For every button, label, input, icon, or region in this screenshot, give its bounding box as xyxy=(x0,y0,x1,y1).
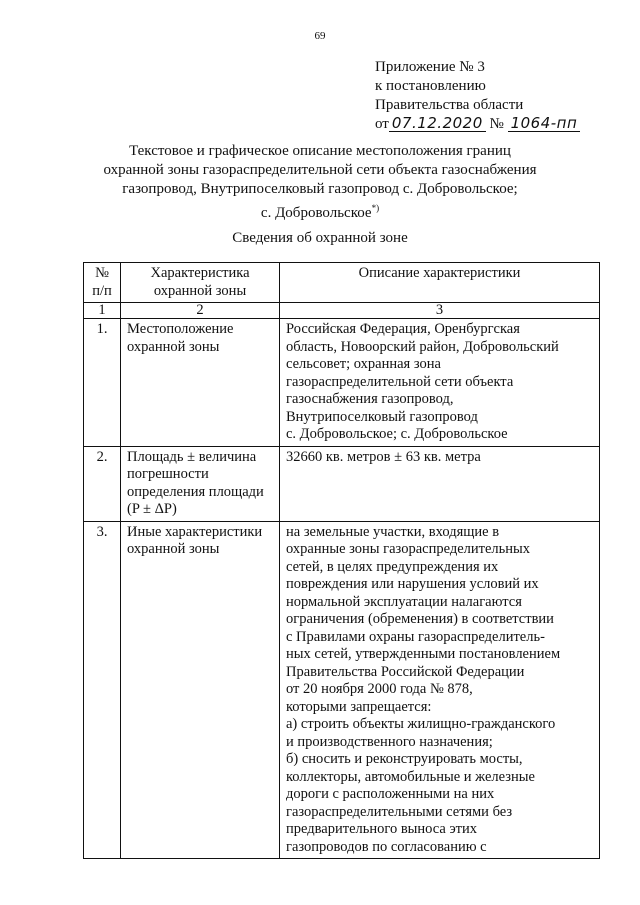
desc-line: ных сетей, утвержденными постановлением xyxy=(286,646,561,662)
desc-line: ограничения (обременения) в соответствии xyxy=(286,611,554,627)
desc-line: газоснабжения газопровод, xyxy=(286,391,454,407)
section-subtitle: Сведения об охранной зоне xyxy=(232,230,408,246)
appendix-line-1: Приложение № 3 xyxy=(375,59,485,75)
desc-line: газораспределительной сети объекта xyxy=(286,373,514,390)
header-char-line-2: охранной зоны xyxy=(153,282,247,299)
handwritten-number: 1064-пп xyxy=(508,116,581,132)
desc-line: от 20 ноября 2000 года № 878, xyxy=(286,681,473,697)
document-title xyxy=(0,142,640,223)
row-characteristic xyxy=(121,319,280,447)
desc-line: с. Добровольское; с. Добровольское xyxy=(286,426,508,442)
header-desc-text: Описание характеристики xyxy=(358,265,521,281)
char-line: определения площади xyxy=(127,483,264,500)
char-line: погрешности xyxy=(127,466,209,482)
appendix-line-3: Правительства области xyxy=(375,97,524,113)
appendix-date-line xyxy=(375,115,580,134)
row-description xyxy=(280,521,600,859)
desc-line: сетей, в целях предупреждения их xyxy=(286,558,499,575)
desc-line: нормальной эксплуатации налагаются xyxy=(286,593,522,610)
number-prefix: № xyxy=(489,116,504,132)
desc-line: которыми запрещается: xyxy=(286,698,432,715)
title-line-4 xyxy=(0,199,640,223)
desc-line: Правительства Российской Федерации xyxy=(286,663,525,680)
row-description xyxy=(280,446,600,521)
desc-line: предварительного выноса этих xyxy=(286,821,478,837)
row-number: 1. xyxy=(84,319,121,447)
desc-line: 32660 кв. метров ± 63 кв. метра xyxy=(286,448,481,465)
header-num-line-2: п/п xyxy=(92,282,112,299)
char-line: Местоположение xyxy=(127,321,234,337)
date-prefix: от xyxy=(375,116,389,132)
appendix-block xyxy=(375,58,580,134)
desc-line: область, Новоорский район, Добровольский xyxy=(286,338,559,355)
row-characteristic xyxy=(121,446,280,521)
desc-line: Российская Федерация, Оренбургская xyxy=(286,321,520,337)
title-line-4-text: с. Добровольское xyxy=(260,205,372,221)
table-row xyxy=(84,521,600,859)
char-line: (P ± ΔP) xyxy=(127,501,177,517)
index-cell-3: 3 xyxy=(280,303,600,319)
desc-line: дороги с расположенными на них xyxy=(286,786,495,802)
header-description xyxy=(280,263,600,303)
title-line-3: газопровод, Внутрипоселковый газопровод с. Добровольское; xyxy=(122,181,518,197)
desc-line: а) строить объекты жилищно-гражданского xyxy=(286,716,556,732)
row-characteristic xyxy=(121,521,280,859)
title-line-1: Текстовое и графическое описание местоположения границ xyxy=(129,143,511,159)
desc-line: повреждения или нарушения условий их xyxy=(286,576,539,592)
desc-line: на земельные участки, входящие в xyxy=(286,523,500,540)
char-line: Площадь ± величина xyxy=(127,448,257,465)
desc-line: и производственного назначения; xyxy=(286,733,493,750)
page-number: 69 xyxy=(314,30,326,42)
char-line: охранной зоны xyxy=(127,338,220,355)
header-num xyxy=(84,263,121,303)
index-cell-2: 2 xyxy=(121,303,280,319)
footnote-mark: *) xyxy=(371,203,380,213)
row-number: 3. xyxy=(84,521,121,859)
row-description xyxy=(280,319,600,447)
desc-line: сельсовет; охранная зона xyxy=(286,356,441,372)
title-line-2: охранной зоны газораспределительной сети объекта газоснабжения xyxy=(103,162,537,178)
protection-zone-table xyxy=(83,262,600,859)
desc-line: б) сносить и реконструировать мосты, xyxy=(286,751,523,767)
index-row xyxy=(84,303,600,319)
char-line: Иные характеристики xyxy=(127,523,263,540)
row-number: 2. xyxy=(84,446,121,521)
desc-line: охранные зоны газораспределительных xyxy=(286,541,531,557)
handwritten-date: 07.12.2020 xyxy=(389,116,486,132)
table-row xyxy=(84,446,600,521)
desc-line: газораспределительными сетями без xyxy=(286,803,513,820)
table-row xyxy=(84,319,600,447)
desc-line: с Правилами охраны газораспределитель- xyxy=(286,628,545,645)
desc-line: Внутрипоселковый газопровод xyxy=(286,408,478,425)
index-cell-1: 1 xyxy=(84,303,121,319)
appendix-line-2: к постановлению xyxy=(375,78,486,94)
char-line: охранной зоны xyxy=(127,541,220,557)
desc-line: коллекторы, автомобильные и железные xyxy=(286,768,535,785)
header-num-line-1: № xyxy=(95,265,109,281)
table-header-row xyxy=(84,263,600,303)
desc-line: газопроводов по согласованию с xyxy=(286,838,487,855)
header-characteristic xyxy=(121,263,280,303)
header-char-line-1: Характеристика xyxy=(150,265,250,281)
